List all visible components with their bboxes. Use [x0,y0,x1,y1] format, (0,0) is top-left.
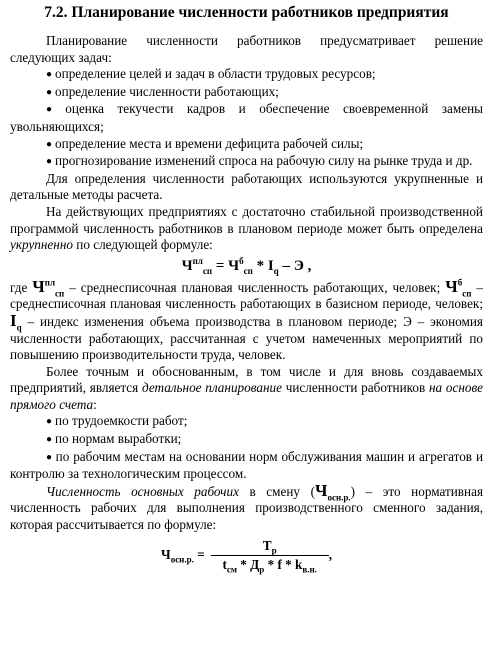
tasks-list [10,66,483,171]
list-item: ● по нормам выработки; [46,431,182,447]
workers-paragraph: Численность основных рабочих в смену $(Ч_{осн.р.})$ – это нормативная численность рабочих для выполнения производственного сменного задания, которая рассчитывается по формуле: [10,480,484,533]
formula-main-workers: $Ч_{осн.р.}$ = $\frac{Т_р}{t_{см} * Д_р * f * k_{в.н.}}$ , [161,537,332,575]
list-item: ● определение численности работающих; [46,83,279,99]
intro-paragraph: Планирование численности работников предусматривает решение следующих задач: [10,33,483,65]
list-item: ● прогнозирование изменений спроса на рабочую силу на рынке труда и др. [46,153,473,169]
methods-list [10,413,483,482]
list-item: ● оценка текучести кадров и обеспечение своевременной замены увольняющихся; [10,101,483,134]
detailed-paragraph: Более точным и обоснованным, в том числе и для вновь создаваемых предприятий, является детальное планирование численности работников на основе прямого счета: [10,363,484,412]
list-item: ● по трудоемкости работ; [46,413,188,429]
bullet-icon: ● [46,434,53,446]
bullet-icon: ● [46,104,63,116]
bullet-icon: ● [46,138,53,150]
list-item: ● по рабочим местам на основании норм обслуживания машин и агрегатов и контролю за технологическим процессом. [10,448,483,482]
bullet-icon: ● [46,86,53,98]
methods-paragraph: Для определения численности работающих используются укрупненные и детальные методы расчета. [10,170,483,203]
section-title: 7.2. Планирование численности работников предприятия [44,4,449,21]
bullet-icon: ● [46,451,53,463]
list-item: ● определение целей и задач в области трудовых ресурсов; [46,66,376,82]
stable-paragraph: На действующих предприятиях с достаточно стабильной производственной программой численность работников в плановом периоде может быть определена укрупненно по следующей формуле: [10,203,483,253]
where-paragraph: где $Ч^{пл}_{сп}$ – среднесписочная плановая численность работающих, человек; $Ч^б_{сп}$ – среднесписочная плановая численность работающих в базисном периоде, человек; $I_q$ – индекс изменения объема производства в плановом периоде; Э – экономия численности работающих, рассчитанная с учетом намеченных мероприятий по повышению производительности труда, человек. [10,276,483,363]
bullet-icon: ● [46,69,53,81]
bullet-icon: ● [46,156,53,168]
bullet-icon: ● [46,416,53,428]
list-item: ● определение места и времени дефицита рабочей силы; [46,135,364,151]
formula-plan-headcount: $Ч^{пл}_{сп} = Ч^б_{сп} * I_q - Э$ , [181,255,312,276]
